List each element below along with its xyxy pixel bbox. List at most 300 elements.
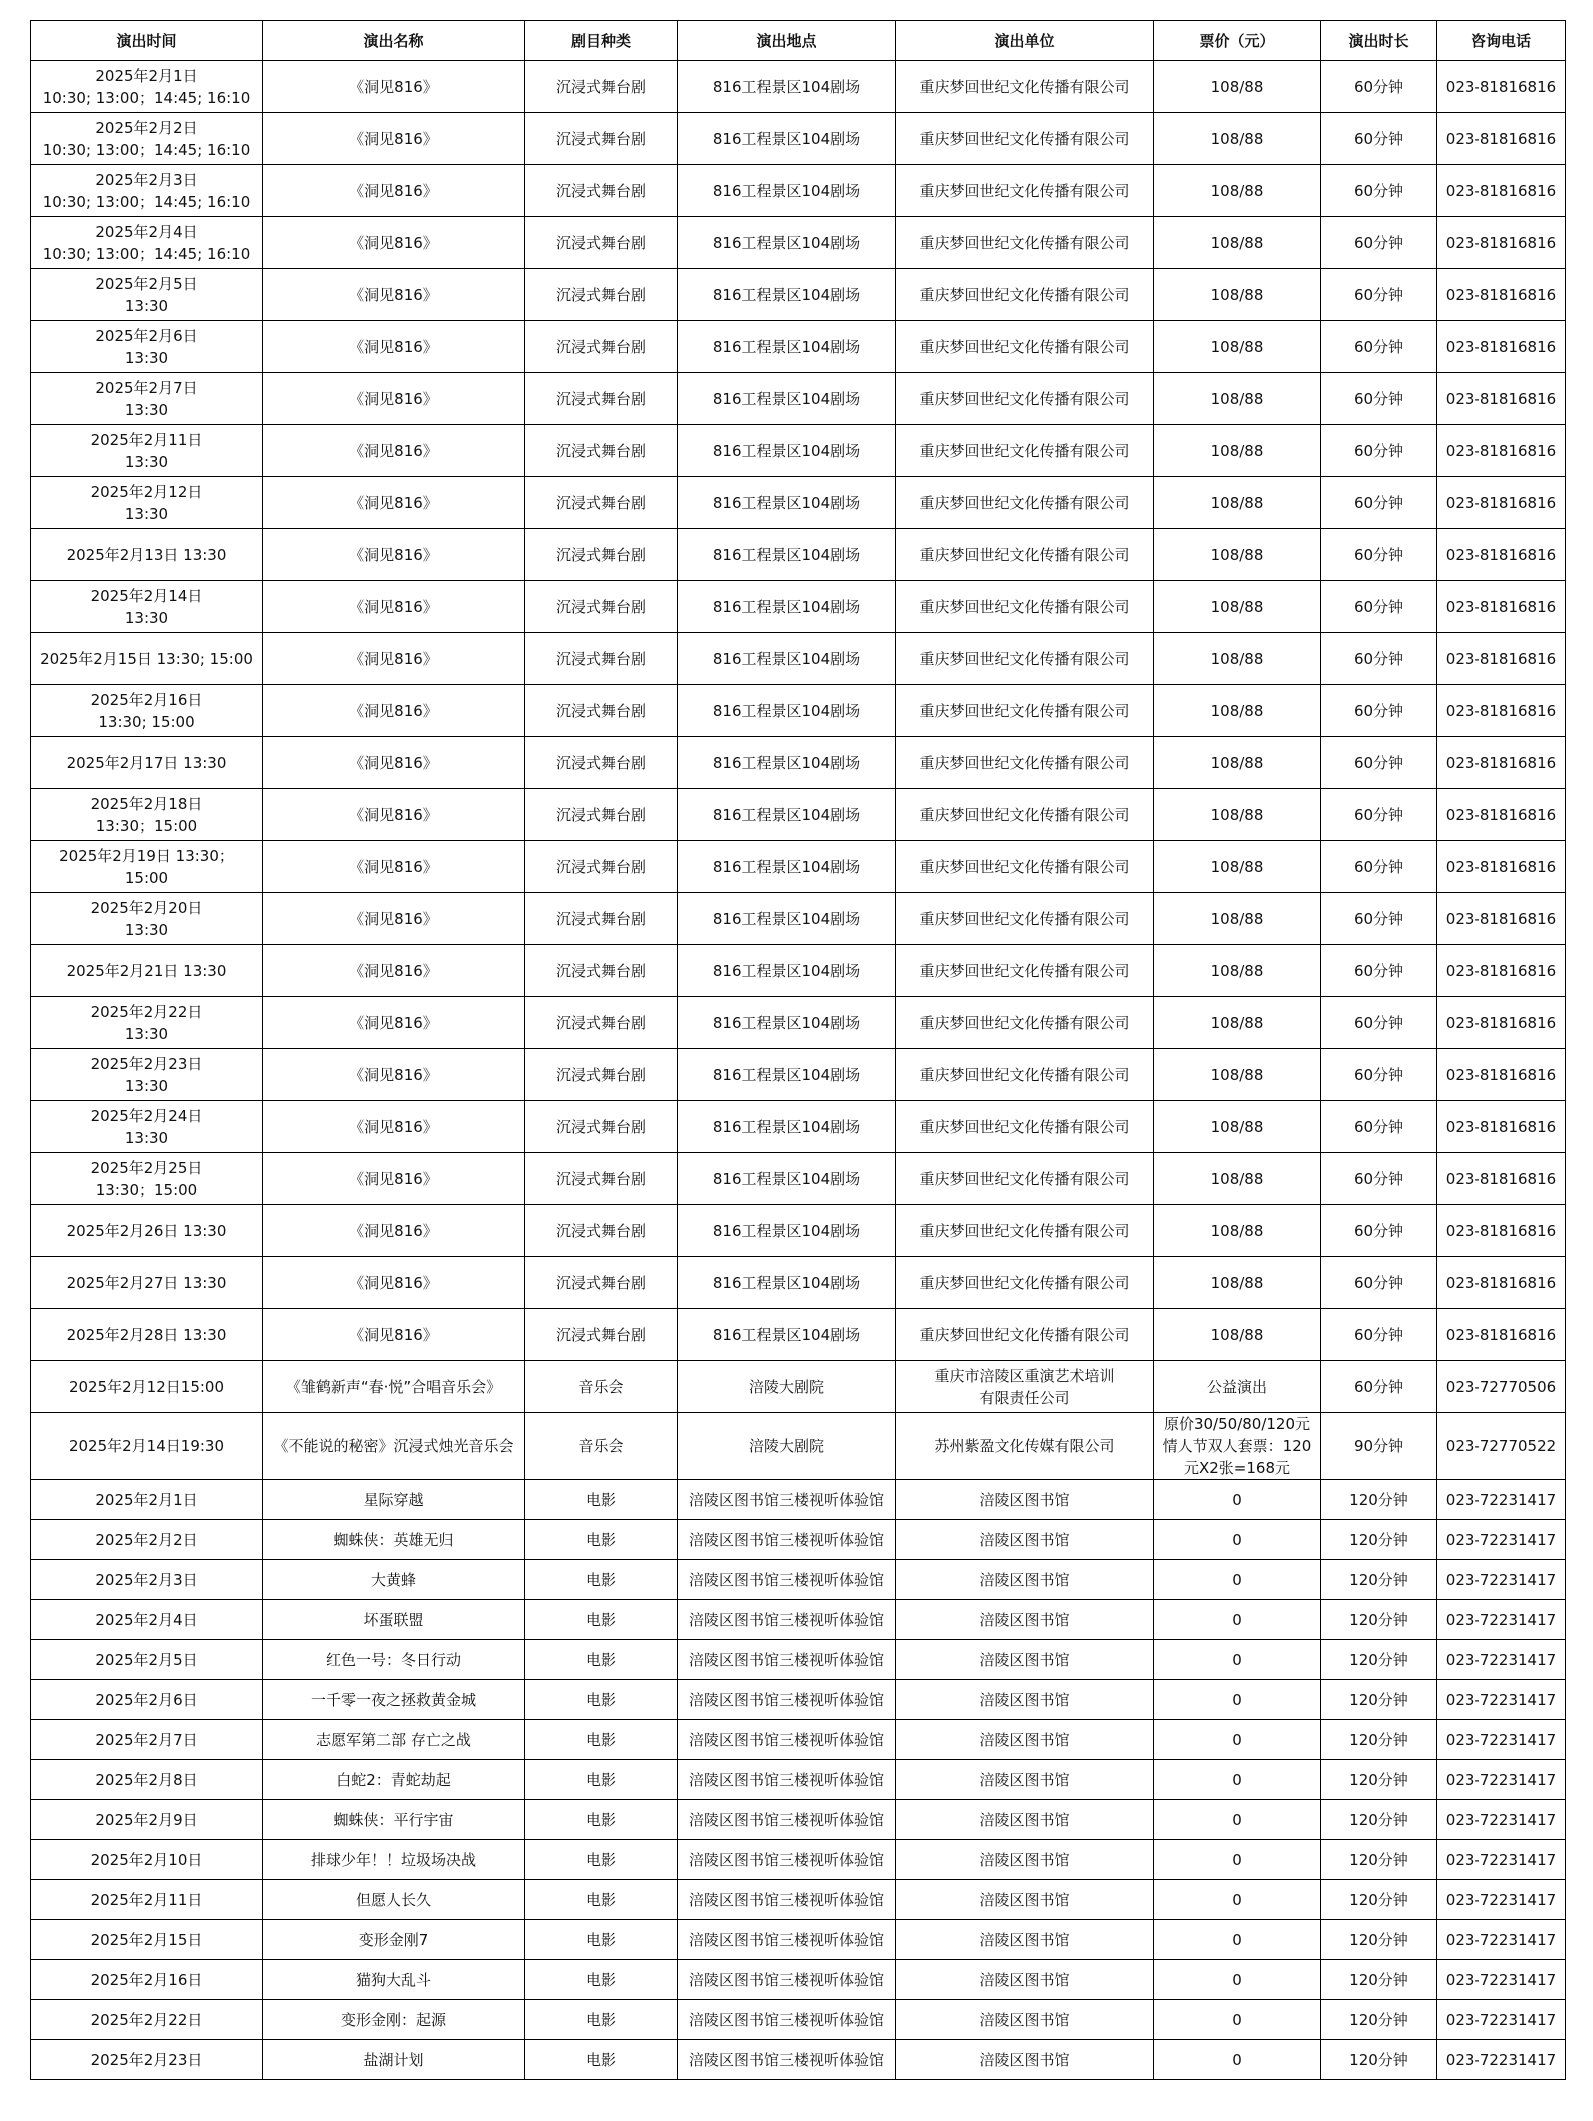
cell-time: 2025年2月26日 13:30 bbox=[31, 1205, 263, 1257]
cell-price: 108/88 bbox=[1154, 1257, 1321, 1309]
cell-type: 沉浸式舞台剧 bbox=[525, 685, 678, 737]
cell-phone: 023-72231417 bbox=[1437, 1680, 1566, 1720]
cell-venue: 涪陵大剧院 bbox=[678, 1413, 896, 1480]
cell-phone: 023-72231417 bbox=[1437, 1520, 1566, 1560]
cell-name: 《洞见816》 bbox=[263, 477, 525, 529]
table-row bbox=[31, 1205, 1566, 1257]
cell-phone: 023-72231417 bbox=[1437, 1600, 1566, 1640]
cell-org: 重庆梦回世纪文化传播有限公司 bbox=[896, 529, 1154, 581]
cell-org: 重庆梦回世纪文化传播有限公司 bbox=[896, 997, 1154, 1049]
cell-type: 电影 bbox=[525, 1680, 678, 1720]
cell-venue: 涪陵区图书馆三楼视听体验馆 bbox=[678, 1560, 896, 1600]
table-row bbox=[31, 737, 1566, 789]
cell-name: 《洞见816》 bbox=[263, 217, 525, 269]
cell-duration: 60分钟 bbox=[1321, 321, 1437, 373]
cell-type: 沉浸式舞台剧 bbox=[525, 269, 678, 321]
cell-duration: 60分钟 bbox=[1321, 165, 1437, 217]
cell-duration: 60分钟 bbox=[1321, 1205, 1437, 1257]
cell-org: 重庆梦回世纪文化传播有限公司 bbox=[896, 1153, 1154, 1205]
cell-phone: 023-81816816 bbox=[1437, 1257, 1566, 1309]
cell-phone: 023-72231417 bbox=[1437, 1560, 1566, 1600]
cell-price: 0 bbox=[1154, 1720, 1321, 1760]
table-row bbox=[31, 633, 1566, 685]
cell-duration: 120分钟 bbox=[1321, 1920, 1437, 1960]
cell-org: 涪陵区图书馆 bbox=[896, 2040, 1154, 2080]
cell-duration: 120分钟 bbox=[1321, 1960, 1437, 2000]
cell-venue: 816工程景区104剧场 bbox=[678, 165, 896, 217]
cell-name: 《洞见816》 bbox=[263, 113, 525, 165]
cell-name: 《洞见816》 bbox=[263, 1257, 525, 1309]
cell-phone: 023-72231417 bbox=[1437, 1920, 1566, 1960]
cell-org: 重庆梦回世纪文化传播有限公司 bbox=[896, 425, 1154, 477]
cell-phone: 023-81816816 bbox=[1437, 425, 1566, 477]
cell-name: 《洞见816》 bbox=[263, 1049, 525, 1101]
cell-type: 沉浸式舞台剧 bbox=[525, 945, 678, 997]
cell-org: 重庆梦回世纪文化传播有限公司 bbox=[896, 893, 1154, 945]
cell-price: 108/88 bbox=[1154, 425, 1321, 477]
cell-price: 108/88 bbox=[1154, 997, 1321, 1049]
cell-name: 一千零一夜之拯救黄金城 bbox=[263, 1680, 525, 1720]
cell-price: 108/88 bbox=[1154, 737, 1321, 789]
cell-time: 2025年2月11日 bbox=[31, 1880, 263, 1920]
cell-venue: 涪陵区图书馆三楼视听体验馆 bbox=[678, 1960, 896, 2000]
cell-duration: 60分钟 bbox=[1321, 1361, 1437, 1413]
cell-venue: 816工程景区104剧场 bbox=[678, 113, 896, 165]
cell-venue: 816工程景区104剧场 bbox=[678, 269, 896, 321]
cell-duration: 120分钟 bbox=[1321, 1800, 1437, 1840]
cell-type: 沉浸式舞台剧 bbox=[525, 529, 678, 581]
cell-name: 蜘蛛侠：平行宇宙 bbox=[263, 1800, 525, 1840]
cell-type: 沉浸式舞台剧 bbox=[525, 893, 678, 945]
cell-venue: 涪陵区图书馆三楼视听体验馆 bbox=[678, 1640, 896, 1680]
table-row bbox=[31, 841, 1566, 893]
table-row bbox=[31, 321, 1566, 373]
cell-name: 《洞见816》 bbox=[263, 269, 525, 321]
cell-type: 电影 bbox=[525, 1720, 678, 1760]
cell-duration: 60分钟 bbox=[1321, 997, 1437, 1049]
cell-phone: 023-72231417 bbox=[1437, 1760, 1566, 1800]
cell-type: 电影 bbox=[525, 1800, 678, 1840]
cell-price: 108/88 bbox=[1154, 789, 1321, 841]
cell-venue: 涪陵区图书馆三楼视听体验馆 bbox=[678, 1520, 896, 1560]
cell-duration: 60分钟 bbox=[1321, 685, 1437, 737]
cell-venue: 816工程景区104剧场 bbox=[678, 841, 896, 893]
cell-type: 电影 bbox=[525, 2000, 678, 2040]
table-row bbox=[31, 1800, 1566, 1840]
cell-venue: 816工程景区104剧场 bbox=[678, 61, 896, 113]
cell-time: 2025年2月14日 13:30 bbox=[31, 581, 263, 633]
cell-price: 108/88 bbox=[1154, 321, 1321, 373]
cell-org: 重庆市涪陵区重演艺术培训 有限责任公司 bbox=[896, 1361, 1154, 1413]
cell-type: 沉浸式舞台剧 bbox=[525, 1309, 678, 1361]
cell-phone: 023-81816816 bbox=[1437, 685, 1566, 737]
cell-type: 电影 bbox=[525, 1880, 678, 1920]
cell-phone: 023-81816816 bbox=[1437, 217, 1566, 269]
cell-venue: 816工程景区104剧场 bbox=[678, 1049, 896, 1101]
cell-phone: 023-72231417 bbox=[1437, 1800, 1566, 1840]
cell-time: 2025年2月22日 bbox=[31, 2000, 263, 2040]
table-body bbox=[31, 61, 1566, 2080]
cell-price: 108/88 bbox=[1154, 165, 1321, 217]
cell-venue: 涪陵区图书馆三楼视听体验馆 bbox=[678, 1600, 896, 1640]
cell-venue: 涪陵区图书馆三楼视听体验馆 bbox=[678, 1800, 896, 1840]
cell-venue: 816工程景区104剧场 bbox=[678, 217, 896, 269]
cell-phone: 023-81816816 bbox=[1437, 373, 1566, 425]
table-row bbox=[31, 1101, 1566, 1153]
cell-type: 电影 bbox=[525, 1760, 678, 1800]
cell-org: 重庆梦回世纪文化传播有限公司 bbox=[896, 789, 1154, 841]
cell-duration: 120分钟 bbox=[1321, 1680, 1437, 1720]
cell-org: 涪陵区图书馆 bbox=[896, 1520, 1154, 1560]
cell-venue: 涪陵区图书馆三楼视听体验馆 bbox=[678, 2000, 896, 2040]
cell-time: 2025年2月6日 13:30 bbox=[31, 321, 263, 373]
cell-duration: 60分钟 bbox=[1321, 113, 1437, 165]
cell-price: 108/88 bbox=[1154, 1153, 1321, 1205]
cell-time: 2025年2月15日 13:30; 15:00 bbox=[31, 633, 263, 685]
cell-time: 2025年2月19日 13:30； 15:00 bbox=[31, 841, 263, 893]
cell-venue: 涪陵区图书馆三楼视听体验馆 bbox=[678, 1480, 896, 1520]
cell-duration: 60分钟 bbox=[1321, 61, 1437, 113]
cell-type: 沉浸式舞台剧 bbox=[525, 997, 678, 1049]
table-row bbox=[31, 1049, 1566, 1101]
cell-phone: 023-81816816 bbox=[1437, 113, 1566, 165]
cell-duration: 120分钟 bbox=[1321, 2040, 1437, 2080]
cell-type: 沉浸式舞台剧 bbox=[525, 477, 678, 529]
cell-name: 《洞见816》 bbox=[263, 529, 525, 581]
cell-time: 2025年2月22日 13:30 bbox=[31, 997, 263, 1049]
cell-price: 0 bbox=[1154, 1920, 1321, 1960]
cell-type: 沉浸式舞台剧 bbox=[525, 217, 678, 269]
table-row bbox=[31, 2000, 1566, 2040]
cell-venue: 816工程景区104剧场 bbox=[678, 529, 896, 581]
cell-duration: 120分钟 bbox=[1321, 1840, 1437, 1880]
cell-venue: 涪陵区图书馆三楼视听体验馆 bbox=[678, 1680, 896, 1720]
cell-price: 108/88 bbox=[1154, 373, 1321, 425]
cell-phone: 023-72231417 bbox=[1437, 1720, 1566, 1760]
cell-type: 电影 bbox=[525, 1960, 678, 2000]
table-row bbox=[31, 1520, 1566, 1560]
cell-org: 重庆梦回世纪文化传播有限公司 bbox=[896, 1257, 1154, 1309]
cell-type: 沉浸式舞台剧 bbox=[525, 321, 678, 373]
cell-price: 原价30/50/80/120元 情人节双人套票：120 元X2张=168元 bbox=[1154, 1413, 1321, 1480]
table-row bbox=[31, 1680, 1566, 1720]
cell-phone: 023-81816816 bbox=[1437, 61, 1566, 113]
cell-price: 108/88 bbox=[1154, 841, 1321, 893]
cell-name: 白蛇2：青蛇劫起 bbox=[263, 1760, 525, 1800]
cell-time: 2025年2月17日 13:30 bbox=[31, 737, 263, 789]
cell-org: 涪陵区图书馆 bbox=[896, 1680, 1154, 1720]
cell-duration: 120分钟 bbox=[1321, 1880, 1437, 1920]
cell-type: 沉浸式舞台剧 bbox=[525, 737, 678, 789]
cell-phone: 023-72231417 bbox=[1437, 1840, 1566, 1880]
cell-venue: 816工程景区104剧场 bbox=[678, 1205, 896, 1257]
table-row bbox=[31, 165, 1566, 217]
cell-phone: 023-81816816 bbox=[1437, 1205, 1566, 1257]
cell-time: 2025年2月25日 13:30；15:00 bbox=[31, 1153, 263, 1205]
cell-venue: 816工程景区104剧场 bbox=[678, 789, 896, 841]
cell-venue: 816工程景区104剧场 bbox=[678, 373, 896, 425]
table-row bbox=[31, 1760, 1566, 1800]
table-row bbox=[31, 1480, 1566, 1520]
cell-phone: 023-72231417 bbox=[1437, 2040, 1566, 2080]
cell-duration: 120分钟 bbox=[1321, 1520, 1437, 1560]
cell-phone: 023-72770506 bbox=[1437, 1361, 1566, 1413]
cell-phone: 023-81816816 bbox=[1437, 737, 1566, 789]
table-row bbox=[31, 113, 1566, 165]
cell-time: 2025年2月9日 bbox=[31, 1800, 263, 1840]
cell-price: 0 bbox=[1154, 1800, 1321, 1840]
cell-name: 《洞见816》 bbox=[263, 633, 525, 685]
cell-venue: 816工程景区104剧场 bbox=[678, 633, 896, 685]
cell-venue: 816工程景区104剧场 bbox=[678, 997, 896, 1049]
cell-name: 《洞见816》 bbox=[263, 321, 525, 373]
cell-name: 《洞见816》 bbox=[263, 1205, 525, 1257]
cell-name: 排球少年！！垃圾场决战 bbox=[263, 1840, 525, 1880]
cell-time: 2025年2月12日15:00 bbox=[31, 1361, 263, 1413]
cell-time: 2025年2月23日 13:30 bbox=[31, 1049, 263, 1101]
cell-price: 0 bbox=[1154, 1600, 1321, 1640]
cell-duration: 60分钟 bbox=[1321, 217, 1437, 269]
cell-phone: 023-72770522 bbox=[1437, 1413, 1566, 1480]
cell-time: 2025年2月16日 bbox=[31, 1960, 263, 2000]
cell-time: 2025年2月20日 13:30 bbox=[31, 893, 263, 945]
cell-time: 2025年2月16日 13:30; 15:00 bbox=[31, 685, 263, 737]
table-row bbox=[31, 893, 1566, 945]
cell-time: 2025年2月18日 13:30；15:00 bbox=[31, 789, 263, 841]
table-row bbox=[31, 789, 1566, 841]
cell-org: 涪陵区图书馆 bbox=[896, 1640, 1154, 1680]
table-row bbox=[31, 1960, 1566, 2000]
cell-price: 0 bbox=[1154, 1960, 1321, 2000]
cell-org: 重庆梦回世纪文化传播有限公司 bbox=[896, 945, 1154, 997]
cell-venue: 816工程景区104剧场 bbox=[678, 1101, 896, 1153]
cell-phone: 023-81816816 bbox=[1437, 321, 1566, 373]
table-row bbox=[31, 1840, 1566, 1880]
cell-duration: 60分钟 bbox=[1321, 373, 1437, 425]
cell-duration: 120分钟 bbox=[1321, 1480, 1437, 1520]
cell-duration: 120分钟 bbox=[1321, 2000, 1437, 2040]
cell-phone: 023-81816816 bbox=[1437, 1049, 1566, 1101]
cell-name: 《洞见816》 bbox=[263, 841, 525, 893]
cell-name: 大黄蜂 bbox=[263, 1560, 525, 1600]
cell-name: 《洞见816》 bbox=[263, 61, 525, 113]
cell-org: 涪陵区图书馆 bbox=[896, 1880, 1154, 1920]
cell-price: 0 bbox=[1154, 1480, 1321, 1520]
cell-time: 2025年2月5日 bbox=[31, 1640, 263, 1680]
cell-org: 重庆梦回世纪文化传播有限公司 bbox=[896, 1101, 1154, 1153]
cell-duration: 60分钟 bbox=[1321, 841, 1437, 893]
cell-type: 沉浸式舞台剧 bbox=[525, 1153, 678, 1205]
cell-venue: 816工程景区104剧场 bbox=[678, 1153, 896, 1205]
cell-price: 0 bbox=[1154, 1680, 1321, 1720]
cell-duration: 60分钟 bbox=[1321, 945, 1437, 997]
cell-time: 2025年2月3日 10:30; 13:00；14:45; 16:10 bbox=[31, 165, 263, 217]
cell-duration: 60分钟 bbox=[1321, 1257, 1437, 1309]
header-price: 票价（元） bbox=[1154, 21, 1321, 61]
cell-price: 0 bbox=[1154, 2000, 1321, 2040]
cell-type: 电影 bbox=[525, 1520, 678, 1560]
cell-duration: 120分钟 bbox=[1321, 1720, 1437, 1760]
cell-org: 涪陵区图书馆 bbox=[896, 1720, 1154, 1760]
cell-phone: 023-81816816 bbox=[1437, 477, 1566, 529]
cell-type: 沉浸式舞台剧 bbox=[525, 1257, 678, 1309]
cell-time: 2025年2月11日 13:30 bbox=[31, 425, 263, 477]
cell-phone: 023-81816816 bbox=[1437, 841, 1566, 893]
cell-type: 沉浸式舞台剧 bbox=[525, 1049, 678, 1101]
cell-type: 沉浸式舞台剧 bbox=[525, 373, 678, 425]
cell-name: 《洞见816》 bbox=[263, 1153, 525, 1205]
cell-time: 2025年2月23日 bbox=[31, 2040, 263, 2080]
header-duration: 演出时长 bbox=[1321, 21, 1437, 61]
cell-name: 蜘蛛侠：英雄无归 bbox=[263, 1520, 525, 1560]
cell-name: 《洞见816》 bbox=[263, 945, 525, 997]
cell-org: 重庆梦回世纪文化传播有限公司 bbox=[896, 113, 1154, 165]
cell-time: 2025年2月24日 13:30 bbox=[31, 1101, 263, 1153]
cell-price: 公益演出 bbox=[1154, 1361, 1321, 1413]
cell-price: 108/88 bbox=[1154, 581, 1321, 633]
cell-time: 2025年2月2日 bbox=[31, 1520, 263, 1560]
cell-time: 2025年2月27日 13:30 bbox=[31, 1257, 263, 1309]
cell-venue: 816工程景区104剧场 bbox=[678, 321, 896, 373]
cell-org: 重庆梦回世纪文化传播有限公司 bbox=[896, 61, 1154, 113]
cell-time: 2025年2月4日 bbox=[31, 1600, 263, 1640]
cell-price: 0 bbox=[1154, 1640, 1321, 1680]
table-row bbox=[31, 217, 1566, 269]
table-row bbox=[31, 1920, 1566, 1960]
cell-name: 《洞见816》 bbox=[263, 373, 525, 425]
cell-type: 音乐会 bbox=[525, 1361, 678, 1413]
cell-venue: 涪陵区图书馆三楼视听体验馆 bbox=[678, 1880, 896, 1920]
cell-price: 0 bbox=[1154, 1760, 1321, 1800]
cell-time: 2025年2月2日 10:30; 13:00；14:45; 16:10 bbox=[31, 113, 263, 165]
cell-org: 重庆梦回世纪文化传播有限公司 bbox=[896, 581, 1154, 633]
cell-org: 重庆梦回世纪文化传播有限公司 bbox=[896, 841, 1154, 893]
cell-name: 但愿人长久 bbox=[263, 1880, 525, 1920]
cell-venue: 816工程景区104剧场 bbox=[678, 1257, 896, 1309]
cell-org: 重庆梦回世纪文化传播有限公司 bbox=[896, 1205, 1154, 1257]
cell-name: 《洞见816》 bbox=[263, 1101, 525, 1153]
cell-org: 重庆梦回世纪文化传播有限公司 bbox=[896, 477, 1154, 529]
cell-duration: 120分钟 bbox=[1321, 1600, 1437, 1640]
cell-duration: 60分钟 bbox=[1321, 893, 1437, 945]
cell-time: 2025年2月7日 13:30 bbox=[31, 373, 263, 425]
cell-price: 0 bbox=[1154, 1560, 1321, 1600]
table-row bbox=[31, 425, 1566, 477]
cell-type: 电影 bbox=[525, 1560, 678, 1600]
table-row bbox=[31, 1560, 1566, 1600]
table-row bbox=[31, 373, 1566, 425]
cell-time: 2025年2月21日 13:30 bbox=[31, 945, 263, 997]
cell-time: 2025年2月4日 10:30; 13:00；14:45; 16:10 bbox=[31, 217, 263, 269]
table-row bbox=[31, 1640, 1566, 1680]
cell-time: 2025年2月6日 bbox=[31, 1680, 263, 1720]
cell-phone: 023-81816816 bbox=[1437, 1153, 1566, 1205]
cell-duration: 60分钟 bbox=[1321, 633, 1437, 685]
cell-type: 沉浸式舞台剧 bbox=[525, 789, 678, 841]
cell-time: 2025年2月8日 bbox=[31, 1760, 263, 1800]
table-row bbox=[31, 477, 1566, 529]
cell-venue: 816工程景区104剧场 bbox=[678, 477, 896, 529]
cell-org: 重庆梦回世纪文化传播有限公司 bbox=[896, 217, 1154, 269]
cell-name: 《洞见816》 bbox=[263, 789, 525, 841]
cell-org: 重庆梦回世纪文化传播有限公司 bbox=[896, 321, 1154, 373]
cell-name: 《不能说的秘密》沉浸式烛光音乐会 bbox=[263, 1413, 525, 1480]
table-row bbox=[31, 1257, 1566, 1309]
cell-duration: 60分钟 bbox=[1321, 1309, 1437, 1361]
cell-duration: 60分钟 bbox=[1321, 789, 1437, 841]
cell-time: 2025年2月13日 13:30 bbox=[31, 529, 263, 581]
cell-name: 《洞见816》 bbox=[263, 581, 525, 633]
table-row bbox=[31, 1361, 1566, 1413]
header-type: 剧目种类 bbox=[525, 21, 678, 61]
table-row bbox=[31, 1413, 1566, 1480]
cell-time: 2025年2月10日 bbox=[31, 1840, 263, 1880]
cell-duration: 60分钟 bbox=[1321, 1153, 1437, 1205]
cell-venue: 816工程景区104剧场 bbox=[678, 893, 896, 945]
header-venue: 演出地点 bbox=[678, 21, 896, 61]
cell-phone: 023-72231417 bbox=[1437, 2000, 1566, 2040]
cell-phone: 023-72231417 bbox=[1437, 1480, 1566, 1520]
table-header-row bbox=[31, 21, 1566, 61]
cell-phone: 023-81816816 bbox=[1437, 581, 1566, 633]
cell-duration: 120分钟 bbox=[1321, 1640, 1437, 1680]
cell-type: 电影 bbox=[525, 1840, 678, 1880]
cell-time: 2025年2月1日 10:30; 13:00；14:45; 16:10 bbox=[31, 61, 263, 113]
cell-phone: 023-81816816 bbox=[1437, 893, 1566, 945]
cell-time: 2025年2月7日 bbox=[31, 1720, 263, 1760]
cell-type: 电影 bbox=[525, 2040, 678, 2080]
cell-name: 星际穿越 bbox=[263, 1480, 525, 1520]
cell-price: 108/88 bbox=[1154, 269, 1321, 321]
table-row bbox=[31, 61, 1566, 113]
cell-org: 重庆梦回世纪文化传播有限公司 bbox=[896, 633, 1154, 685]
cell-duration: 60分钟 bbox=[1321, 477, 1437, 529]
cell-price: 108/88 bbox=[1154, 685, 1321, 737]
cell-price: 108/88 bbox=[1154, 1101, 1321, 1153]
cell-name: 变形金刚：起源 bbox=[263, 2000, 525, 2040]
table-row bbox=[31, 945, 1566, 997]
cell-name: 坏蛋联盟 bbox=[263, 1600, 525, 1640]
cell-org: 重庆梦回世纪文化传播有限公司 bbox=[896, 737, 1154, 789]
cell-org: 涪陵区图书馆 bbox=[896, 1600, 1154, 1640]
cell-phone: 023-81816816 bbox=[1437, 1309, 1566, 1361]
cell-type: 电影 bbox=[525, 1920, 678, 1960]
cell-phone: 023-81816816 bbox=[1437, 529, 1566, 581]
table-row bbox=[31, 1720, 1566, 1760]
cell-price: 0 bbox=[1154, 2040, 1321, 2080]
table-row bbox=[31, 1309, 1566, 1361]
cell-name: 盐湖计划 bbox=[263, 2040, 525, 2080]
cell-venue: 涪陵区图书馆三楼视听体验馆 bbox=[678, 1720, 896, 1760]
cell-time: 2025年2月15日 bbox=[31, 1920, 263, 1960]
cell-price: 0 bbox=[1154, 1880, 1321, 1920]
cell-org: 涪陵区图书馆 bbox=[896, 1840, 1154, 1880]
cell-org: 涪陵区图书馆 bbox=[896, 2000, 1154, 2040]
header-time: 演出时间 bbox=[31, 21, 263, 61]
table-row bbox=[31, 269, 1566, 321]
header-phone: 咨询电话 bbox=[1437, 21, 1566, 61]
cell-price: 108/88 bbox=[1154, 893, 1321, 945]
cell-phone: 023-81816816 bbox=[1437, 997, 1566, 1049]
cell-phone: 023-81816816 bbox=[1437, 945, 1566, 997]
cell-duration: 120分钟 bbox=[1321, 1760, 1437, 1800]
cell-name: 变形金刚7 bbox=[263, 1920, 525, 1960]
table-row bbox=[31, 1153, 1566, 1205]
cell-org: 重庆梦回世纪文化传播有限公司 bbox=[896, 373, 1154, 425]
cell-org: 涪陵区图书馆 bbox=[896, 1480, 1154, 1520]
cell-price: 0 bbox=[1154, 1520, 1321, 1560]
cell-type: 沉浸式舞台剧 bbox=[525, 425, 678, 477]
